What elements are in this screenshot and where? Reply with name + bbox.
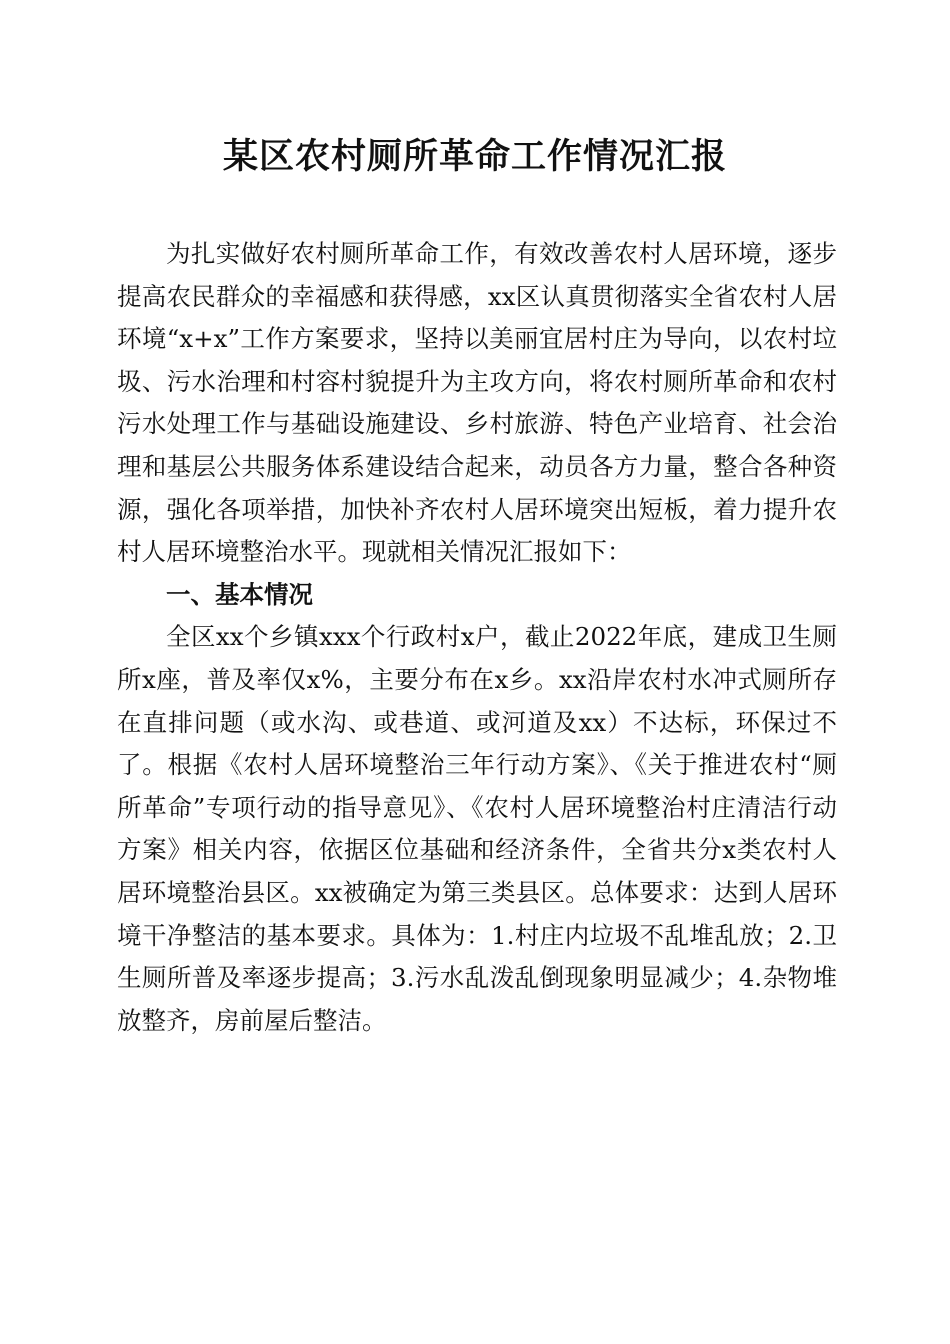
- document-body: [117, 233, 837, 1042]
- section-heading: 一、基本情况: [166, 579, 313, 609]
- document-title: 某区农村厕所革命工作情况汇报: [222, 136, 727, 177]
- intro-paragraph: 为扎实做好农村厕所革命工作，有效改善农村人居环境，逐步提高农民群众的幸福感和获得感，xx区认真贯彻落实全省农村人居环境“x+x”工作方案要求，坚持以美丽宜居村庄为导向，以农村垃圾、污水治理和村容村貌提升为主攻方向，将农村厕所革命和农村污水处理工作与基础设施建设、乡村旅游、特色产业培育、社会治理和基层公共服务体系建设结合起来，动员各方力量，整合各种资源，强化各项举措，加快补齐农村人居环境突出短板，着力提升农村人居环境整治水平。现就相关情况汇报如下：: [117, 239, 837, 567]
- section-paragraph: 全区xx个乡镇xxx个行政村x户，截止2022年底，建成卫生厕所x座，普及率仅x%，主要分布在x乡。xx沿岸农村水冲式厕所存在直排问题（或水沟、或巷道、或河道及xx）不达标，环保过不了。根据《农村人居环境整治三年行动方案》、《关于推进农村“厕所革命”专项行动的指导意见》、《农村人居环境整治村庄清洁行动方案》相关内容，依据区位基础和经济条件，全省共分x类农村人居环境整治县区。xx被确定为第三类县区。总体要求：达到人居环境干净整洁的基本要求。具体为：1.村庄内垃圾不乱堆乱放；2.卫生厕所普及率逐步提高；3.污水乱泼乱倒现象明显减少；4.杂物堆放整齐，房前屋后整洁。: [117, 622, 837, 1035]
